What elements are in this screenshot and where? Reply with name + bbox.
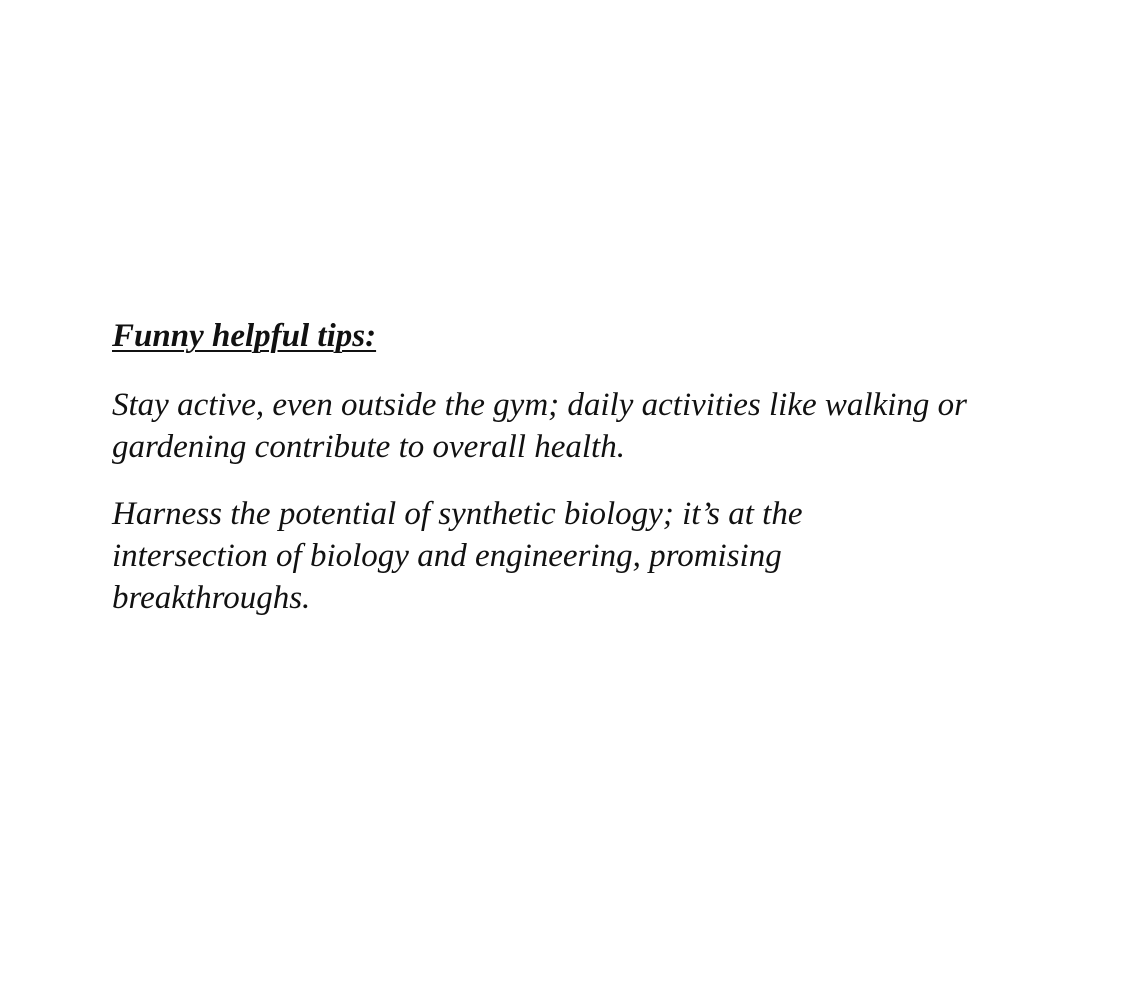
section-heading: Funny helpful tips:: [112, 318, 377, 354]
tips-section: [112, 316, 1052, 644]
tip-paragraph-2: Harness the potential of synthetic biology; it’s at the intersection of biology and engineering, promising breakthroughs.: [112, 496, 803, 616]
tip-paragraph-1: Stay active, even outside the gym; daily activities like walking or gardening contribute to overall health.: [112, 387, 967, 465]
